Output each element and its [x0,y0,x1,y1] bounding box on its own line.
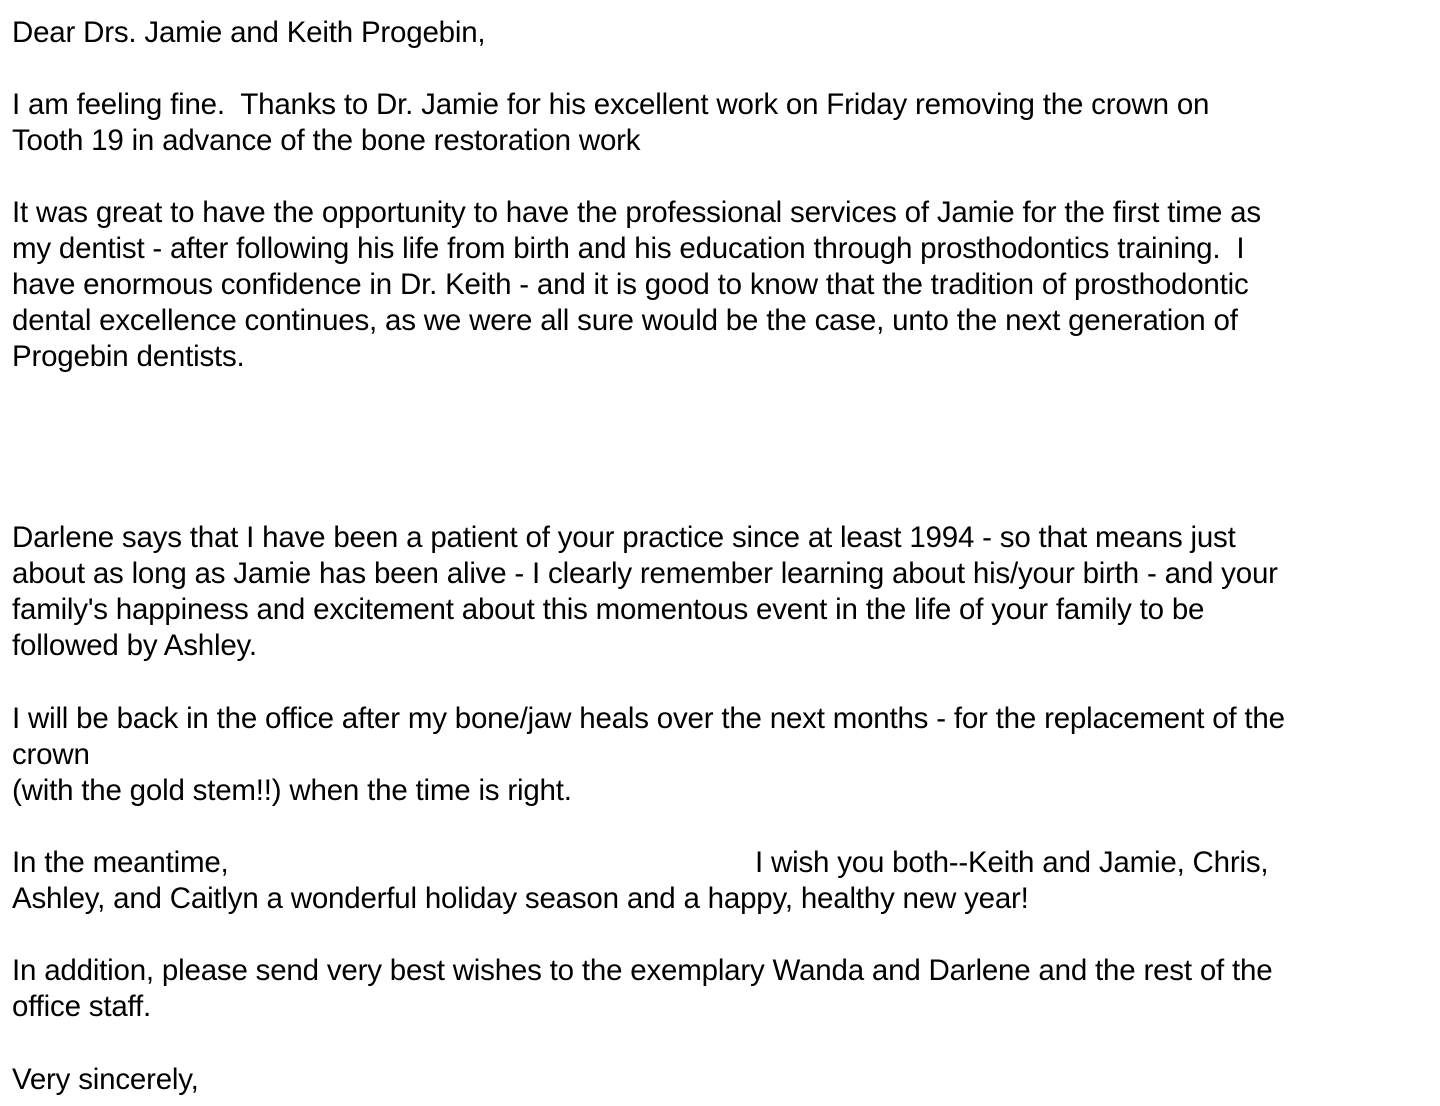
paragraph-5-line-2: Ashley, and Caitlyn a wonderful holiday season and a happy, healthy new year! [12,882,1029,915]
closing: Very sincerely, [12,1063,199,1096]
paragraph-3-line-4: followed by Ashley. [12,629,257,662]
paragraph-6-line-2: office staff. [12,990,151,1023]
paragraph-3-line-2: about as long as Jamie has been alive - I clearly remember learning about his/your birth - and your [12,557,1278,590]
paragraph-1-line-2: Tooth 19 in advance of the bone restoration work [12,124,641,157]
paragraph-3-line-1: Darlene says that I have been a patient of your practice since at least 1994 - so that means just [12,521,1236,554]
paragraph-2-line-5: Progebin dentists. [12,340,245,373]
paragraph-6-line-1: In addition, please send very best wishes to the exemplary Wanda and Darlene and the rest of the [12,954,1273,987]
paragraph-3-line-3: family's happiness and excitement about this momentous event in the life of your family to be [12,593,1205,626]
paragraph-2-line-2: my dentist - after following his life from birth and his education through prosthodontics training. I [12,232,1245,265]
paragraph-5-continuation: I wish you both--Keith and Jamie, Chris, [755,846,1269,879]
paragraph-5-lead: In the meantime, [12,846,229,879]
paragraph-4-line-2: crown [12,738,90,771]
paragraph-1-line-1: I am feeling fine. Thanks to Dr. Jamie for his excellent work on Friday removing the crown on [12,88,1210,121]
paragraph-4-line-3: (with the gold stem!!) when the time is right. [12,774,572,807]
paragraph-2-line-3: have enormous confidence in Dr. Keith - and it is good to know that the tradition of prosthodontic [12,268,1249,301]
paragraph-2-line-1: It was great to have the opportunity to have the professional services of Jamie for the first time as [12,196,1261,229]
paragraph-4-line-1: I will be back in the office after my bone/jaw heals over the next months - for the replacement of the [12,702,1285,735]
salutation: Dear Drs. Jamie and Keith Progebin, [12,16,486,49]
paragraph-2-line-4: dental excellence continues, as we were all sure would be the case, unto the next generation of [12,304,1238,337]
